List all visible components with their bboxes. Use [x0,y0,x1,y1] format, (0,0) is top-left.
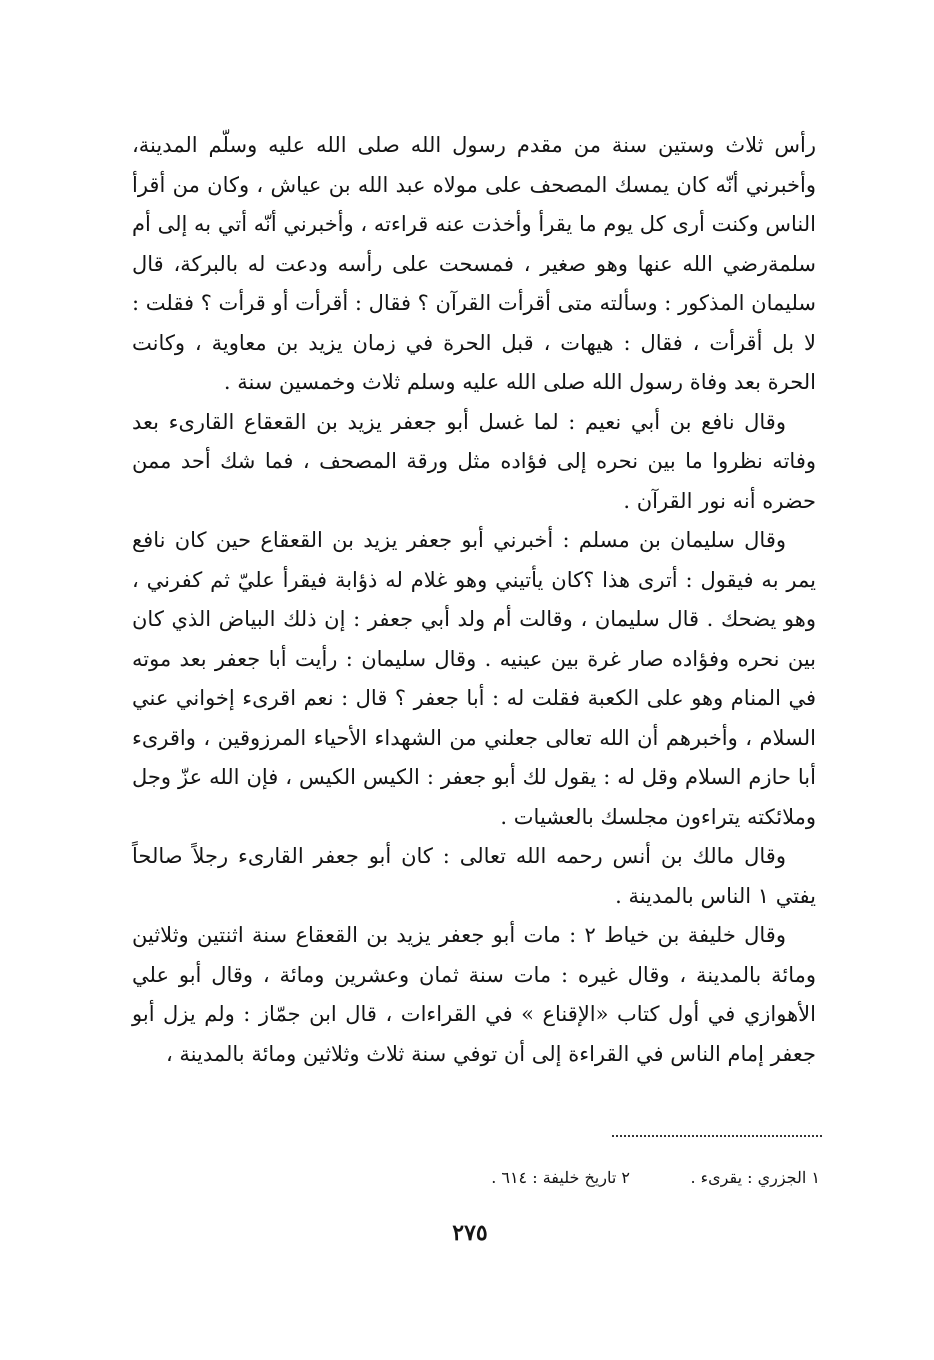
footnote-divider [612,1135,822,1137]
page-number: ٢٧٥ [452,1220,488,1246]
main-text-block [132,126,816,1074]
footnote-1: ١ الجزري : يقرىء . [690,1168,820,1187]
footnote-2: ٢ تاريخ خليفة : ٦١٤ . [491,1168,630,1187]
paragraph: رأس ثلاث وستين سنة من مقدم رسول الله صلى الله عليه وسلّم المدينة، وأخبرني أنّه كان يمسك المصحف على مولاه عبد الله بن عياش ، وكان من أقرأ الناس وكنت أرى كل يوم ما يقرأ وأخذت عنه قراءته ، وأخبرني أنّه أتي به إلى أم سلمةرضي الله عنها وهو صغير ، فمسحت على رأسه ودعت له بالبركة، قال سليمان المذكور : وسألته متى أقرأت القرآن ؟ فقال : أقرأت أو قرأت ؟ فقلت : لا بل أقرأت ، فقال : هيهات ، قبل الحرة في زمان يزيد بن معاوية ، وكانت الحرة بعد وفاة رسول الله صلى الله عليه وسلم ثلاث وخمسين سنة . [132,133,816,394]
paragraph: وقال نافع بن أبي نعيم : لما غسل أبو جعفر يزيد بن القعقاع القارىء بعد وفاته نظروا ما بين نحره إلى فؤاده مثل ورقة المصحف ، فما شك أحد ممن حضره أنه نور القرآن . [132,409,816,513]
paragraph: وقال خليفة بن خياط ٢ : مات أبو جعفر يزيد بن القعقاع سنة اثنتين وثلاثين ومائة بالمدينة ، وقال غيره : مات سنة ثمان وعشرين ومائة ، وقال أبو علي الأهوازي في أول كتاب «الإقناع » في القراءات ، قال ابن جمّاز : ولم يزل أبو جعفر إمام الناس في القراءة إلى أن توفي سنة ثلاث وثلاثين ومائة بالمدينة ، [132,923,816,1066]
footnotes [300,1168,820,1198]
paragraph: وقال مالك بن أنس رحمه الله تعالى : كان أبو جعفر القارىء رجلاً صالحاً يفتي ١ الناس بالمدينة . [132,844,816,908]
paragraph: وقال سليمان بن مسلم : أخبرني أبو جعفر يزيد بن القعقاع حين كان نافع يمر به فيقول : أترى هذا ؟كان يأتيني وهو غلام له ذؤابة فيقرأ عليّ ثم كفرني ، وهو يضحك . قال سليمان ، وقالت أم ولد أبي جعفر : إن ذلك البياض الذي كان بين نحره وفؤاده صار غرة بين عينيه . وقال سليمان : رأيت أبا جعفر بعد موته في المنام وهو على الكعبة فقلت له : أبا جعفر ؟ قال : نعم اقرىء إخواني عني السلام ، وأخبرهم أن الله تعالى جعلني من الشهداء الأحياء المرزوقين ، واقرىء أبا حازم السلام وقل له : يقول لك أبو جعفر : الكيس الكيس ، فإن الله عزّ وجل وملائكته يتراءون مجلسك بالعشيات . [132,528,816,829]
